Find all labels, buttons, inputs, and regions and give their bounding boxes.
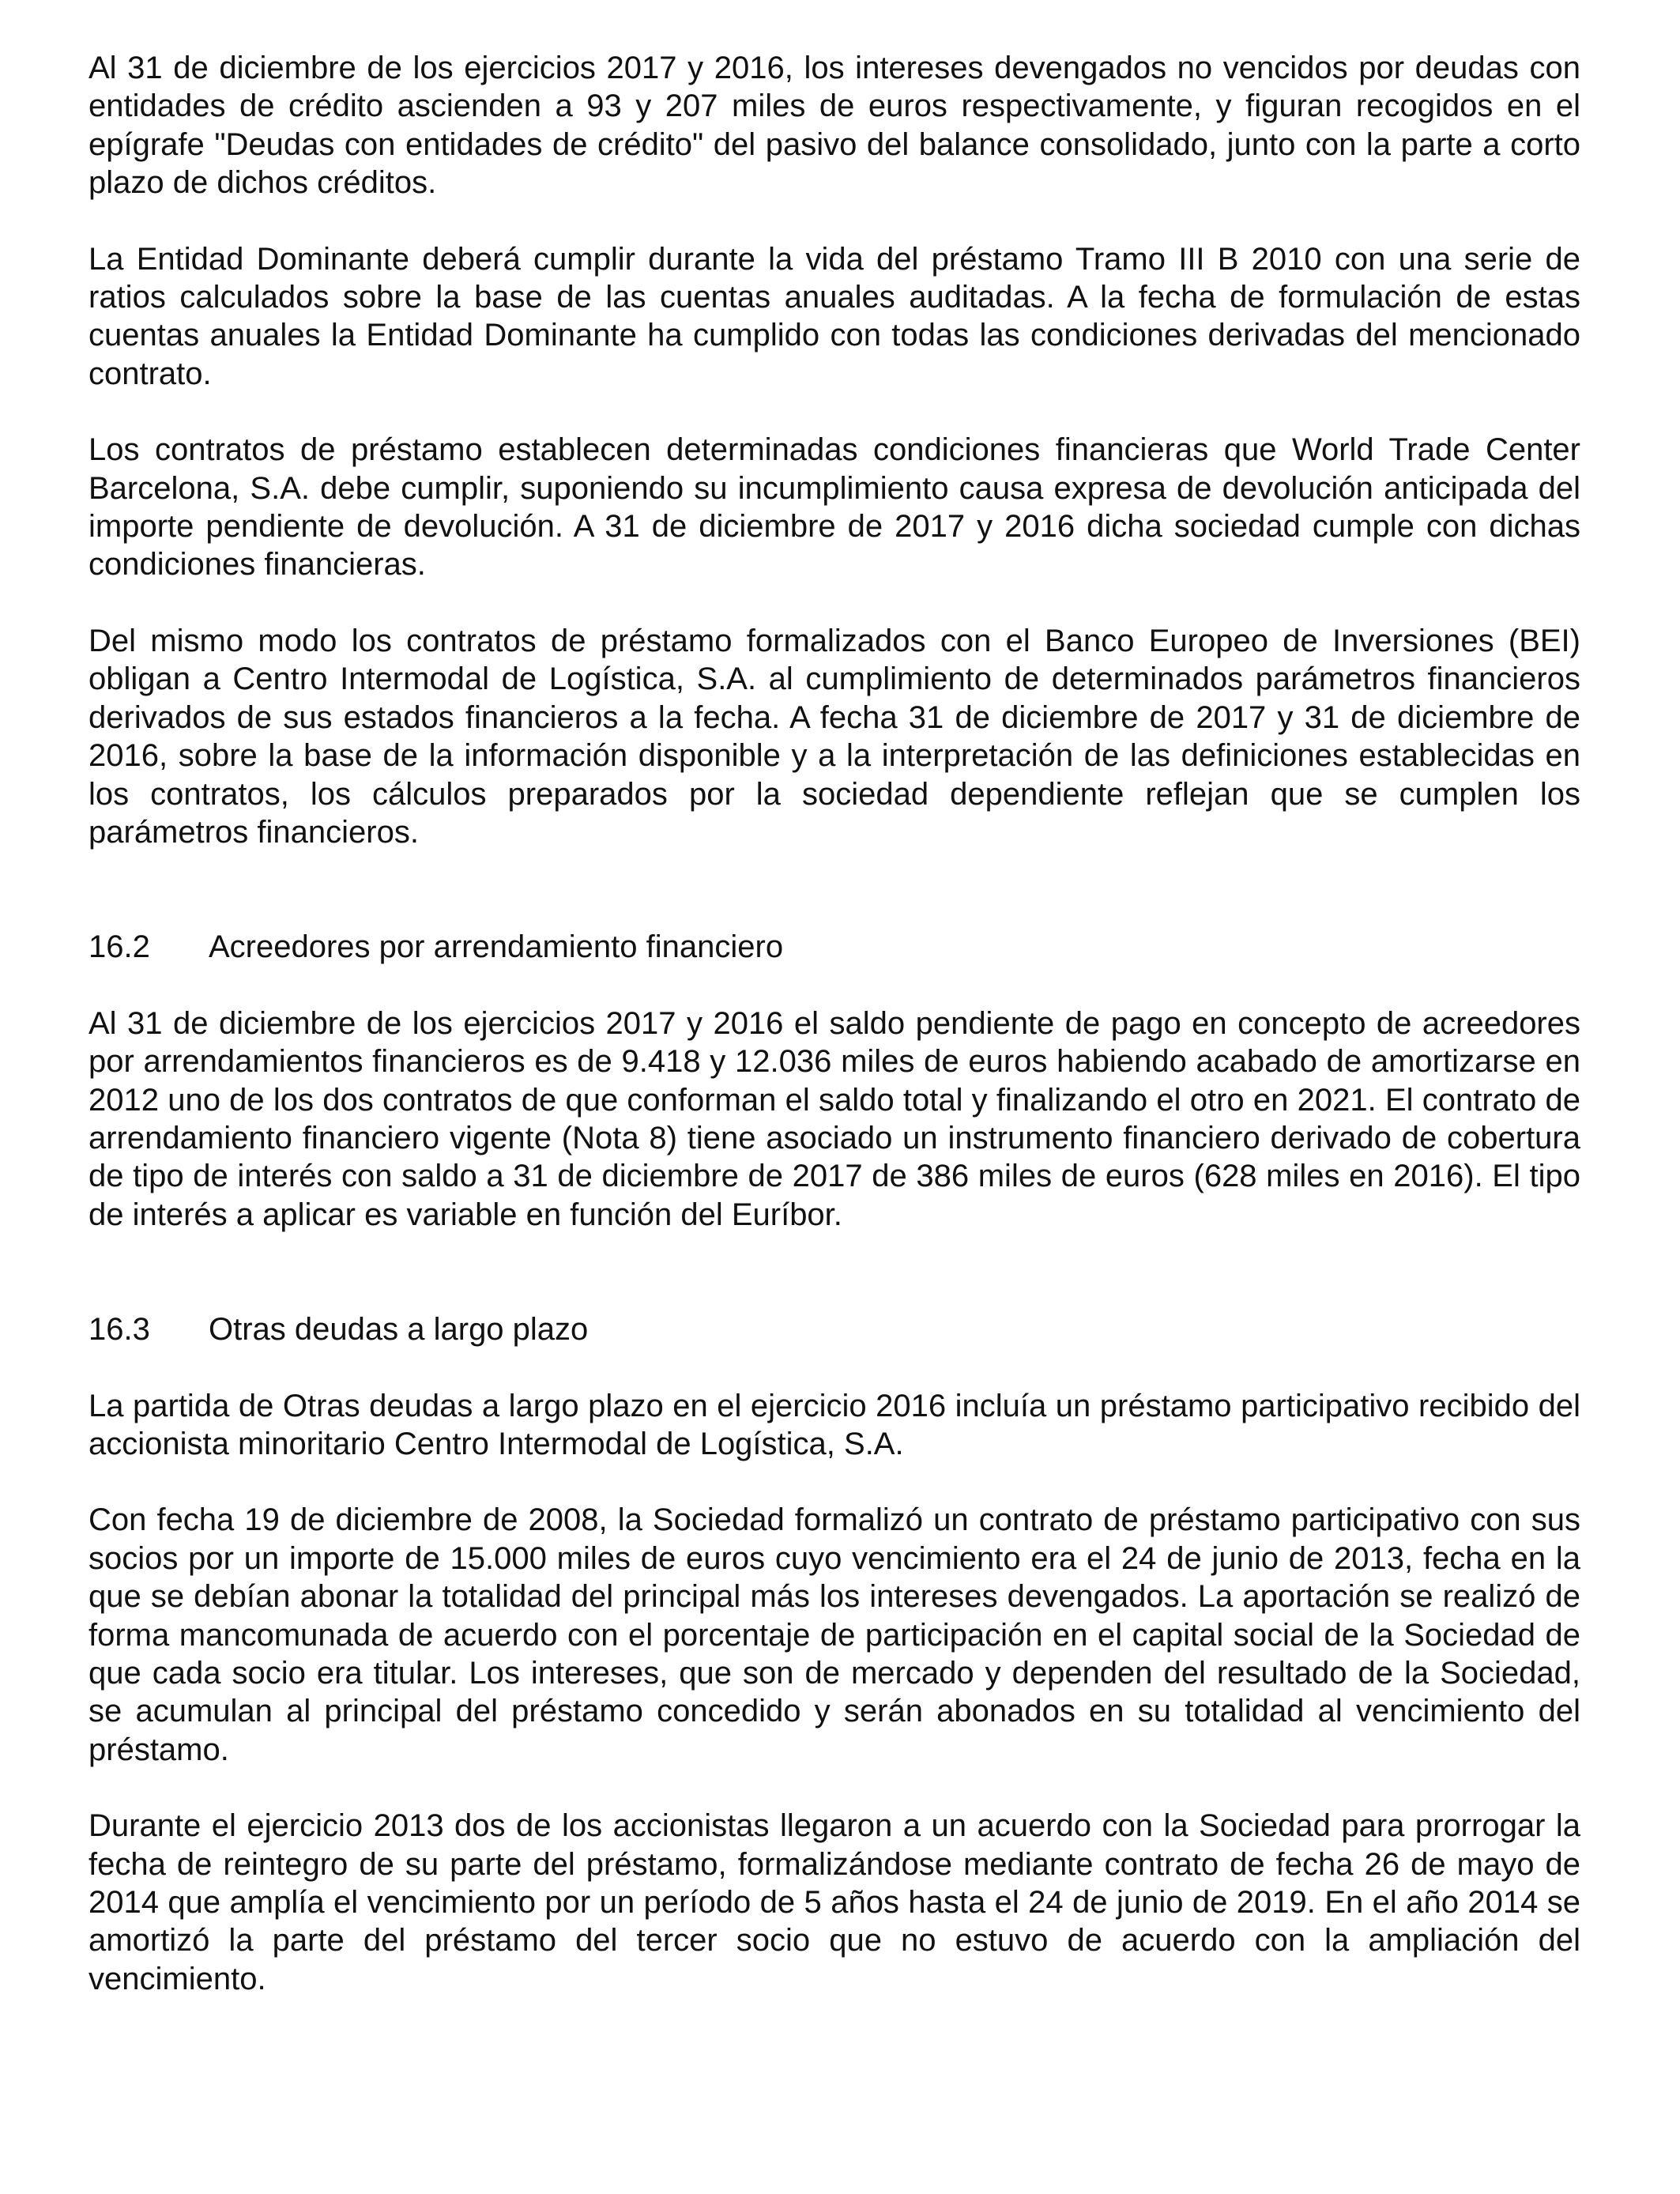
section-heading-16-3 — [89, 1310, 1580, 1348]
section-number: 16.3 — [89, 1312, 150, 1348]
paragraph-financial-lease: Al 31 de diciembre de los ejercicios 2017 y 2016 el saldo pendiente de pago en concepto de acreedores por arrendamientos financieros es de 9.418 y 12.036 miles de euros habiendo acabado de amortizarse en 2012 uno de los dos contratos de que conforman el saldo total y finalizando el otro en 2021. El contrato de arrendamiento financiero vigente (Nota 8) tiene asociado un instrumento financiero derivado de cobertura de tipo de interés con saldo a 31 de diciembre de 2017 de 386 miles de euros (628 miles en 2016). El tipo de interés a aplicar es variable en función del Euríbor. — [89, 1005, 1580, 1232]
paragraph-loan-ratios: La Entidad Dominante deberá cumplir durante la vida del préstamo Tramo III B 2010 con una serie de ratios calculados sobre la base de las cuentas anuales auditadas. A la fecha de formulación de estas cuentas anuales la Entidad Dominante ha cumplido con todas las condiciones derivadas del mencionado contrato. — [89, 241, 1580, 391]
paragraph-other-debts: La partida de Otras deudas a largo plazo en el ejercicio 2016 incluía un préstamo participativo recibido del accionista minoritario Centro Intermodal de Logística, S.A. — [89, 1388, 1580, 1461]
paragraph-participative-loan: Con fecha 19 de diciembre de 2008, la Sociedad formalizó un contrato de préstamo participativo con sus socios por un importe de 15.000 miles de euros cuyo vencimiento era el 24 de junio de 2013, fecha en la que se debían abonar la totalidad del principal más los intereses devengados. La aportación se realizó de forma mancomunada de acuerdo con el porcentaje de participación en el capital social de la Sociedad de que cada socio era titular. Los intereses, que son de mercado y dependen del resultado de la Sociedad, se acumulan al principal del préstamo concedido y serán abonados en su totalidad al vencimiento del préstamo. — [89, 1502, 1580, 1767]
section-title: Acreedores por arrendamiento financiero — [209, 929, 784, 965]
paragraph-loan-conditions: Los contratos de préstamo establecen determinadas condiciones financieras que World Trade Center Barcelona, S.A. debe cumplir, suponiendo su incumplimiento causa expresa de devolución anticipada del importe pendiente de devolución. A 31 de diciembre de 2017 y 2016 dicha sociedad cumple con dichas condiciones financieras. — [89, 432, 1580, 582]
section-number: 16.2 — [89, 929, 150, 965]
paragraph-accrued-interest: Al 31 de diciembre de los ejercicios 2017 y 2016, los intereses devengados no vencidos por deudas con entidades de crédito ascienden a 93 y 207 miles de euros respectivamente, y figuran recogidos en el epígrafe "Deudas con entidades de crédito" del pasivo del balance consolidado, junto con la parte a corto plazo de dichos créditos. — [89, 51, 1580, 201]
section-title: Otras deudas a largo plazo — [209, 1312, 589, 1348]
paragraph-bei-loans: Del mismo modo los contratos de préstamo formalizados con el Banco Europeo de Inversiones (BEI) obligan a Centro Intermodal de Logística, S.A. al cumplimiento de determinados parámetros financieros derivados de sus estados financieros a la fecha. A fecha 31 de diciembre de 2017 y 31 de diciembre de 2016, sobre la base de la información disponible y a la interpretación de las definiciones establecidas en los contratos, los cálculos preparados por la sociedad dependiente reflejan que se cumplen los parámetros financieros. — [89, 623, 1580, 850]
section-heading-16-2 — [89, 928, 1580, 966]
document-page — [89, 49, 1580, 2036]
paragraph-loan-extension: Durante el ejercicio 2013 dos de los accionistas llegaron a un acuerdo con la Sociedad para prorrogar la fecha de reintegro de su parte del préstamo, formalizándose mediante contrato de fecha 26 de mayo de 2014 que amplía el vencimiento por un período de 5 años hasta el 24 de junio de 2019. En el año 2014 se amortizó la parte del préstamo del tercer socio que no estuvo de acuerdo con la ampliación del vencimiento. — [89, 1808, 1580, 1996]
